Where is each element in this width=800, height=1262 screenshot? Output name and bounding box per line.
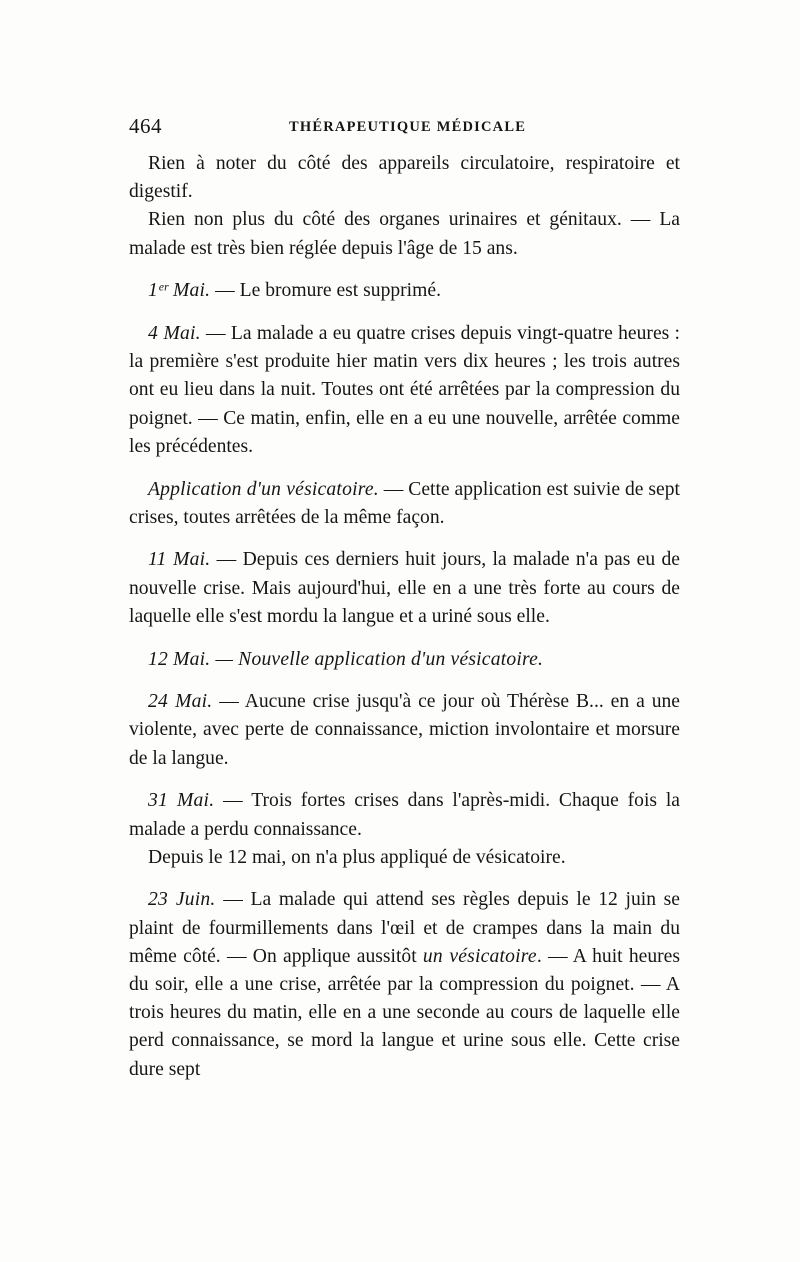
entry-date: 1ᵉʳ Mai. (148, 280, 211, 302)
page-number: 464 (129, 114, 162, 138)
entry-23-juin (129, 886, 680, 1083)
entry-date: 11 Mai. (148, 549, 211, 571)
entry-12-mai (129, 646, 680, 674)
entry-vesicatoire (129, 476, 680, 532)
entry-date: 4 Mai. (148, 323, 201, 345)
entry-body: — Aucune crise jusqu'à ce jour où Thérèse B... en a une violente, avec perte de connaissance, miction involontaire et morsure de la langue. (129, 691, 680, 769)
entry-11-mai (129, 546, 680, 631)
entry-body: — Depuis ces derniers huit jours, la malade n'a pas eu de nouvelle crise. Mais aujourd'hui, elle en a une très forte au cours de laquelle elle s'est mordu la langue et a uriné sous elle. (129, 549, 680, 627)
entry-4-mai (129, 320, 680, 461)
entry-body: — La malade a eu quatre crises depuis vingt-quatre heures : la première s'est produite hier matin vers dix heures ; les trois autres ont eu lieu dans la nuit. Toutes ont été arrêtées par la compression du poignet. — Ce matin, enfin, elle en a eu une nouvelle, arrêtée comme les précédentes. (129, 323, 680, 457)
entry-date: 23 Juin. (148, 889, 216, 911)
page-header (129, 114, 680, 144)
entry-date: 12 Mai. — Nouvelle application d'un vésicatoire. (148, 648, 544, 670)
entry-tail: . — A huit heures du soir, elle a une crise, arrêtée par la compression du poignet. — A trois heures du matin, elle en a une seconde au cours de laquelle elle perd connaissance, se mord la langue et urine sous elle. Cette crise dure sept (129, 945, 680, 1080)
running-title: THÉRAPEUTIQUE MÉDICALE (289, 119, 527, 135)
paragraph-body: Rien non plus du côté des organes urinaires et génitaux. — La malade est très bien réglée depuis l'âge de 15 ans. (129, 209, 680, 259)
paragraph-body: Depuis le 12 mai, on n'a plus appliqué de vésicatoire. (148, 846, 566, 868)
entry-body: — Trois fortes crises dans l'après-midi. Chaque fois la malade a perdu connaissance. (129, 790, 681, 840)
entry-date: 31 Mai. (148, 790, 215, 812)
entry-date: 24 Mai. (148, 691, 213, 713)
entry-heading: Application d'un vésicatoire. (148, 478, 379, 500)
entry-31-mai (129, 787, 680, 843)
entry-italic: un vésicatoire (422, 945, 537, 967)
entry-body: — La malade qui attend ses règles depuis le 12 juin se plaint de fourmillements dans l'œil et de crampes dans la main du même côté. — On applique aussitôt (129, 889, 680, 967)
entry-body: — Le bromure est supprimé. (210, 280, 441, 302)
body-text (129, 150, 680, 1084)
paragraph-urinary (129, 206, 680, 262)
paragraph-depuis-12-mai (129, 844, 680, 872)
paragraph-circulatory (129, 150, 680, 206)
paragraph-body: Rien à noter du côté des appareils circulatoire, respiratoire et digestif. (129, 153, 680, 203)
entry-body: — Cette application est suivie de sept crises, toutes arrêtées de la même façon. (129, 478, 680, 528)
entry-24-mai (129, 688, 680, 773)
entry-1-mai (129, 277, 680, 305)
